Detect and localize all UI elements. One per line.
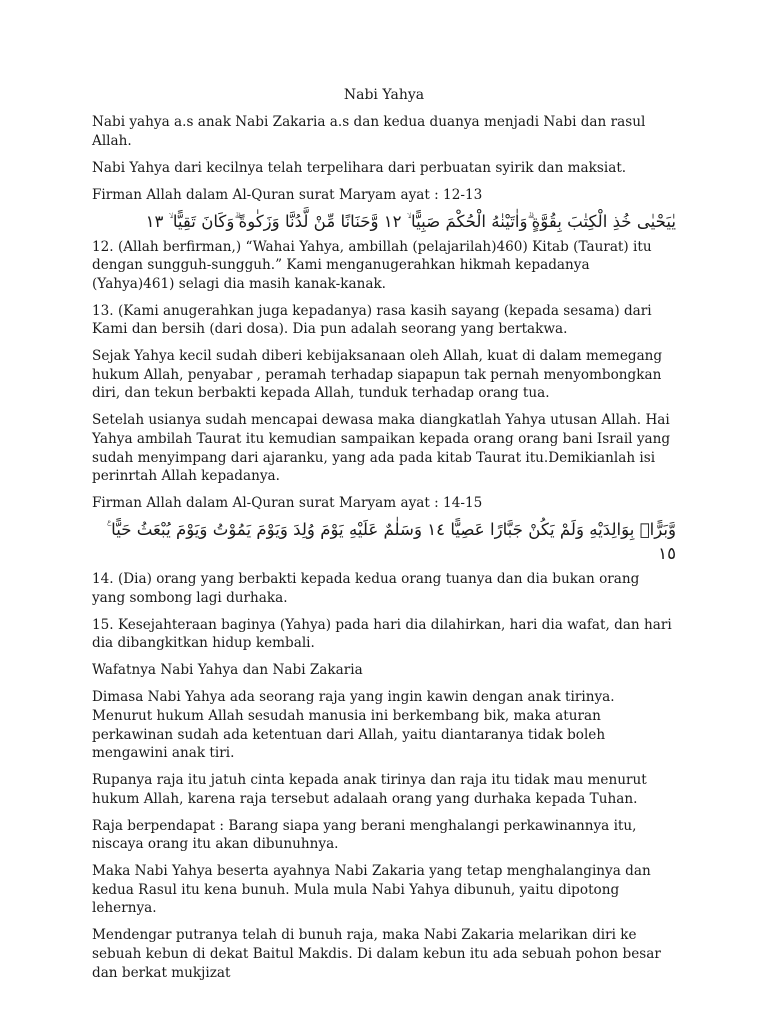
- paragraph-translation-12: 12. (Allah berfirman,) “Wahai Yahya, ambillah (pelajarilah)460) Kitab (Taurat) itu dengan sungguh-sungguh.” Kami menganugerahkan hikmah kepadanya (Yahya)461) selagi dia masih kanak-kanak.: [92, 238, 652, 292]
- paragraph-childhood: Nabi Yahya dari kecilnya telah terpelihara dari perbuatan syirik dan maksiat.: [92, 159, 627, 176]
- paragraph-zakaria-flees: Mendengar putranya telah di bunuh raja, maka Nabi Zakaria melarikan diri ke sebuah kebun di dekat Baitul Makdis. Di dalam kebun itu ada sebuah pohon besar dan berkat mukjizat: [92, 927, 661, 981]
- arabic-verse-14-15: وَّبَرًّاۢ بِوَالِدَيْهِ وَلَمْ يَكُنْ جَبَّارًا عَصِيًّا ١٤ وَسَلٰمٌ عَلَيْهِ يَوْمَ وُلِدَ وَيَوْمَ يَمُوْتُ وَيَوْمَ يُبْعَثُ حَيًّا ࣖ ١٥: [107, 520, 676, 564]
- paragraph-king-love: Rupanya raja itu jatuh cinta kepada anak tirinya dan raja itu tidak mau menurut hukum Allah, karena raja tersebut adalaah orang yang durhaka kepada Tuhan.: [92, 772, 647, 807]
- paragraph-firman-14-15: Firman Allah dalam Al-Quran surat Maryam ayat : 14-15: [92, 495, 483, 512]
- paragraph-translation-15: 15. Kesejahteraan baginya (Yahya) pada hari dia dilahirkan, hari dia wafat, dan hari dia dibangkitkan hidup kembali.: [92, 616, 672, 652]
- arabic-verse-12-13: يٰيَحْيٰى خُذِ الْكِتٰبَ بِقُوَّةٍ ۗوَاٰتَيْنٰهُ الْحُكْمَ صَبِيًّا ۙ ١٢ وَّحَنَانًا مِّنْ لَّدُنَّا وَزَكٰوةً ۗوَكَانَ تَقِيًّا ۙ ١٣: [145, 211, 676, 231]
- paragraph-character: Sejak Yahya kecil sudah diberi kebijaksanaan oleh Allah, kuat di dalam memegang hukum Allah, penyabar , peramah terhadap siapapun tak pernah menyombongkan diri, dan tekun berbakti kepada Allah, tunduk terhadap orang tua.: [92, 348, 663, 402]
- paragraph-king: Dimasa Nabi Yahya ada seorang raja yang ingin kawin dengan anak tirinya. Menurut hukum Allah sesudah manusia ini berkembang bik, maka aturan perkawinan sudah ada ketentuan dari Allah, yaitu diantaranya tidak boleh mengawini anak tiri.: [92, 689, 615, 762]
- paragraph-firman-12-13: Firman Allah dalam Al-Quran surat Maryam ayat : 12-13: [92, 186, 483, 203]
- section-heading-wafat: Wafatnya Nabi Yahya dan Nabi Zakaria: [92, 662, 363, 679]
- paragraph-intro: Nabi yahya a.s anak Nabi Zakaria a.s dan kedua duanya menjadi Nabi dan rasul Allah.: [92, 114, 646, 149]
- paragraph-translation-13: 13. (Kami anugerahkan juga kepadanya) rasa kasih sayang (kepada sesama) dari Kami dan bersih (dari dosa). Dia pun adalah seorang yang bertakwa.: [92, 302, 652, 338]
- paragraph-king-decree: Raja berpendapat : Barang siapa yang berani menghalangi perkawinannya itu, niscaya orang itu akan dibunuhnya.: [92, 817, 637, 853]
- paragraph-killed: Maka Nabi Yahya beserta ayahnya Nabi Zakaria yang tetap menghalanginya dan kedua Rasul itu kena bunuh. Mula mula Nabi Yahya dibunuh, yaitu dipotong lehernya.: [92, 863, 651, 917]
- paragraph-translation-14: 14. (Dia) orang yang berbakti kepada kedua orang tuanya dan dia bukan orang yang sombong lagi durhaka.: [92, 571, 640, 606]
- paragraph-prophethood: Setelah usianya sudah mencapai dewasa maka diangkatlah Yahya utusan Allah. Hai Yahya ambilah Taurat itu kemudian sampaikan kepada orang orang bani Israil yang sudah menyimpang dari ajaranku, yang ada pada kitab Taurat itu.Demikianlah isi perinrtah Allah kepadanya.: [92, 412, 671, 485]
- document-title: Nabi Yahya: [343, 87, 425, 103]
